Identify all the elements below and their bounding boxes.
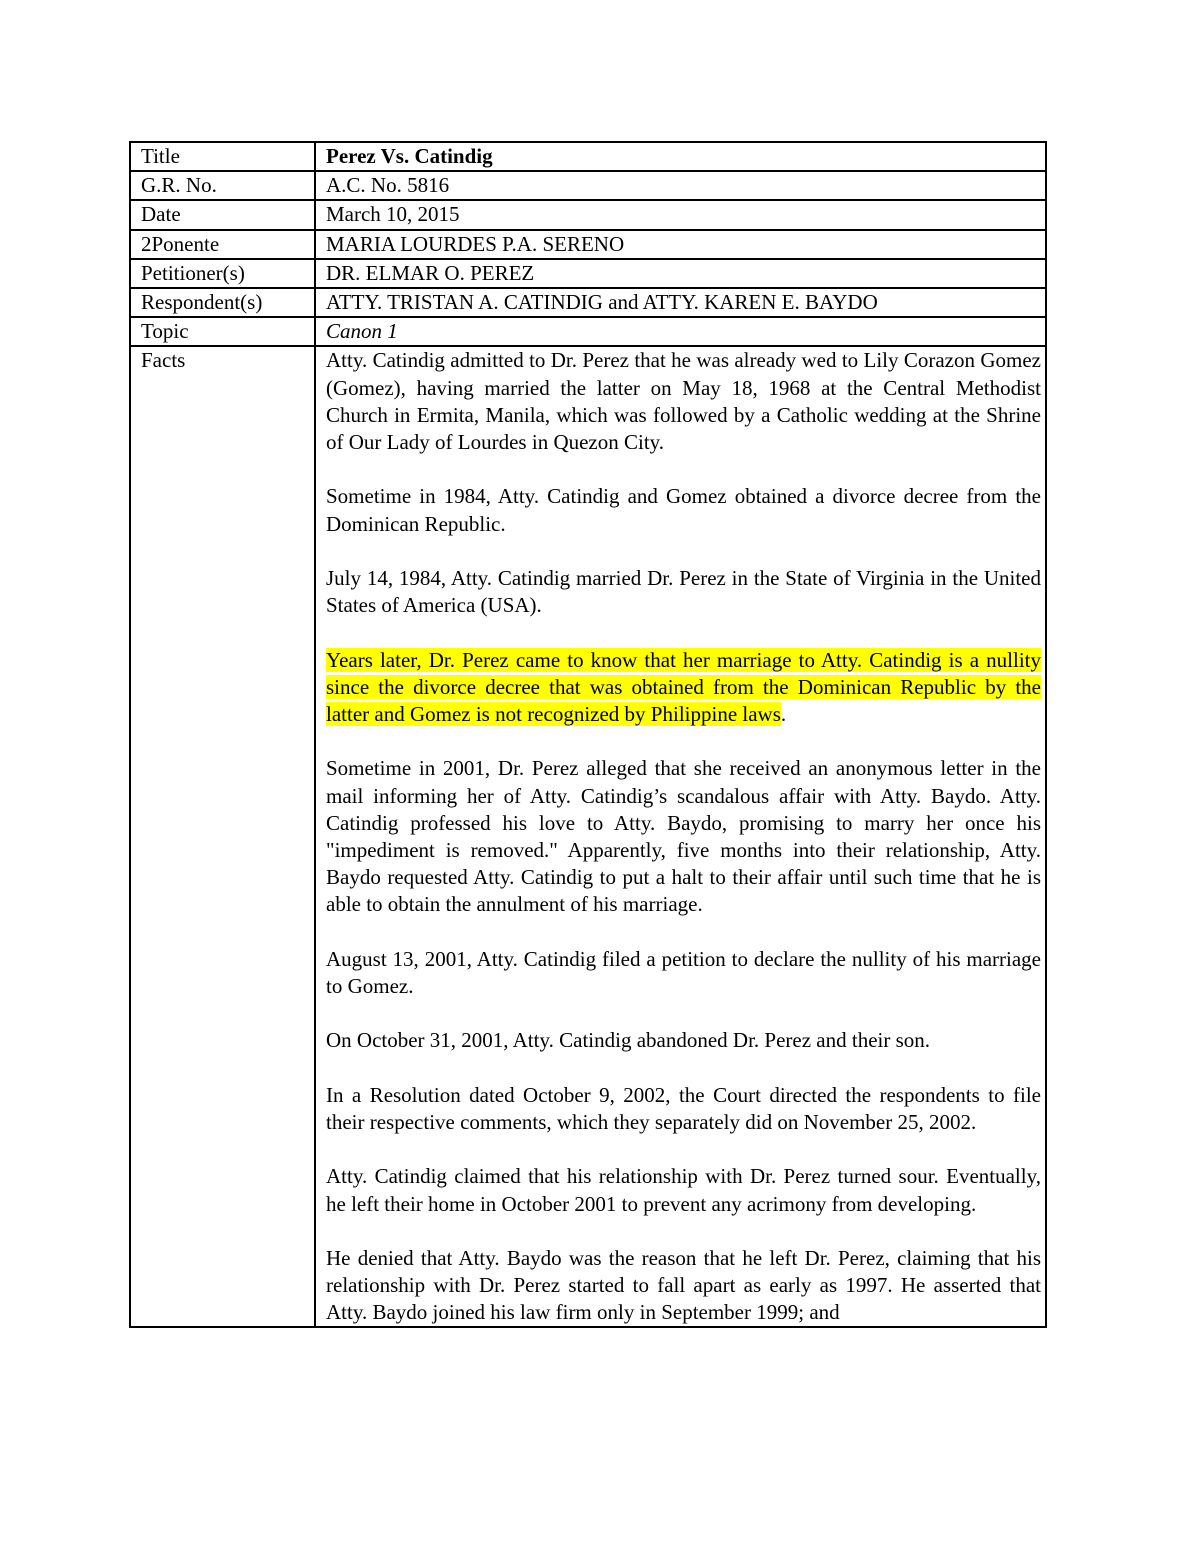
row-petitioner	[130, 259, 1046, 288]
label-title: Title	[130, 142, 315, 171]
label-facts: Facts	[130, 346, 315, 1327]
facts-paragraph-5: Sometime in 2001, Dr. Perez alleged that she received an anonymous letter in the mail informing her of Atty. Catindig’s scandalous affair with Atty. Baydo. Atty. Catindig professed his love to Atty. Baydo, promising to marry her once his "impediment is removed." Apparently, five months into their relationship, Atty. Baydo requested Atty. Catindig to put a halt to their affair until such time that he is able to obtain the annulment of his marriage.	[326, 756, 1041, 917]
value-date: March 10, 2015	[315, 200, 1046, 229]
facts-paragraph-1: Atty. Catindig admitted to Dr. Perez that he was already wed to Lily Corazon Gomez (Gomez), having married the latter on May 18, 1968 at the Central Methodist Church in Ermita, Manila, which was followed by a Catholic wedding at the Shrine of Our Lady of Lourdes in Quezon City.	[326, 348, 1041, 455]
value-respondent: ATTY. TRISTAN A. CATINDIG and ATTY. KAREN E. BAYDO	[315, 288, 1046, 317]
row-date	[130, 200, 1046, 229]
facts-paragraph-3: July 14, 1984, Atty. Catindig married Dr. Perez in the State of Virginia in the United States of America (USA).	[326, 566, 1041, 618]
value-gr-no: A.C. No. 5816	[315, 171, 1046, 200]
label-petitioner: Petitioner(s)	[130, 259, 315, 288]
row-title	[130, 142, 1046, 171]
facts-paragraph-8: In a Resolution dated October 9, 2002, the Court directed the respondents to file their respective comments, which they separately did on November 25, 2002.	[326, 1082, 1041, 1134]
row-gr-no	[130, 171, 1046, 200]
label-gr-no: G.R. No.	[130, 171, 315, 200]
case-digest-table	[129, 141, 1047, 1328]
value-ponente: MARIA LOURDES P.A. SERENO	[315, 230, 1046, 259]
facts-paragraph-7: On October 31, 2001, Atty. Catindig abandoned Dr. Perez and their son.	[326, 1028, 931, 1053]
row-ponente	[130, 230, 1046, 259]
label-respondent: Respondent(s)	[130, 288, 315, 317]
row-facts	[130, 346, 1046, 1327]
facts-paragraph-2: Sometime in 1984, Atty. Catindig and Gomez obtained a divorce decree from the Dominican Republic.	[326, 484, 1041, 536]
label-topic: Topic	[130, 317, 315, 346]
label-date: Date	[130, 200, 315, 229]
value-topic: Canon 1	[315, 317, 1046, 346]
row-respondent	[130, 288, 1046, 317]
facts-paragraph-10: He denied that Atty. Baydo was the reason that he left Dr. Perez, claiming that his relationship with Dr. Perez started to fall apart as early as 1997. He asserted that Atty. Baydo joined his law firm only in September 1999; and	[326, 1245, 1041, 1325]
facts-paragraph-4-highlighted	[326, 647, 1041, 729]
label-ponente: 2Ponente	[130, 230, 315, 259]
facts-paragraph-6: August 13, 2001, Atty. Catindig filed a petition to declare the nullity of his marriage to Gomez.	[326, 946, 1041, 999]
highlight-period: .	[780, 702, 787, 727]
value-petitioner: DR. ELMAR O. PEREZ	[315, 259, 1046, 288]
row-topic	[130, 317, 1046, 346]
facts-paragraph-9: Atty. Catindig claimed that his relationship with Dr. Perez turned sour. Eventually, he left their home in October 2001 to prevent any acrimony from developing.	[326, 1164, 1041, 1216]
facts-content	[315, 346, 1046, 1327]
value-title: Perez Vs. Catindig	[315, 142, 1046, 171]
highlighted-text: Years later, Dr. Perez came to know that her marriage to Atty. Catindig is a nullity since the divorce decree that was obtained from the Dominican Republic by the latter and Gomez is not recognized by Philippine laws	[326, 647, 1041, 727]
